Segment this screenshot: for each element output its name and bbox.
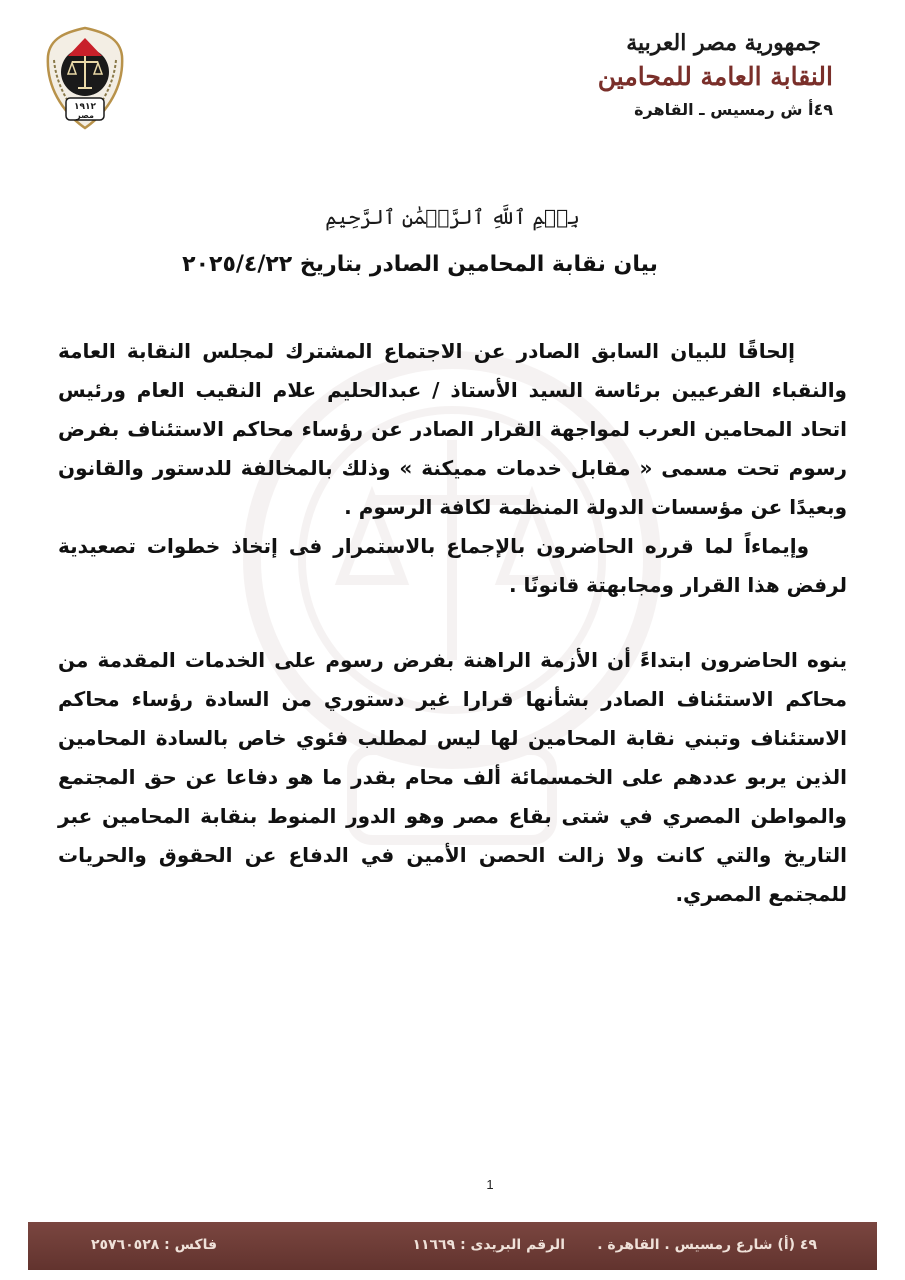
paragraph-1: إلحاقًا للبيان السابق الصادر عن الاجتماع المشترك لمجلس النقابة العامة والنقباء الفرعيين برئاسة السيد الأستاذ / عبدالحليم علام النقيب العام ورئيس اتحاد المحامين العرب لمواجهة القرار الصادر عن رؤساء محاكم الاستئناف بفرض رسوم تحت مسمى « مقابل خدمات مميكنة » وذلك بالمخالفة للدستور والقانون وبعيدًا عن مؤسسات الدولة المنظمة لكافة الرسوم .: [58, 339, 847, 519]
scales-of-justice-emblem-icon: [44, 26, 126, 130]
logo-country: مصر: [76, 111, 94, 120]
letterhead-address: ٤٩أ ش رمسيس ـ القاهرة: [634, 100, 833, 119]
page-number: 1: [486, 1177, 494, 1192]
statement-body: [58, 332, 847, 914]
footer-address: ٤٩ (أ) شارع رمسيس . القاهرة .: [597, 1237, 817, 1253]
footer-fax: فاكس : ٢٥٧٦٠٥٢٨: [90, 1237, 217, 1253]
letterhead-country: جمهورية مصر العربية: [626, 30, 821, 56]
paragraph-2: وإيماءاً لما قرره الحاضرون بالإجماع بالاستمرار فى إتخاذ خطوات تصعيدية لرفض هذا القرار ومجابهتة قانونًا .: [58, 534, 847, 597]
footer-postal-code: الرقم البريدى : ١١٦٦٩: [412, 1237, 565, 1253]
logo-year: ١٩١٢: [74, 102, 96, 112]
statement-title: بيان نقابة المحامين الصادر بتاريخ ٢٠٢٥/٤/٢٢: [182, 252, 658, 277]
paragraph-3: ينوه الحاضرون ابتداءً أن الأزمة الراهنة بفرض رسوم على الخدمات المقدمة من محاكم الاستئناف الصادر بشأنها قرارا غير دستوري من السادة رؤساء محاكم الاستئناف وتبني نقابة المحامين لها ليس لمطلب فئوي خاص بالسادة المحامين الذين يربو عددهم على الخمسمائة ألف محام بقدر ما هو دفاعا عن حق المجتمع والمواطن المصري في شتى بقاع مصر وهو الدور المنوط بنقابة المحامين عبر التاريخ والتي كانت ولا زالت الحصن الأمين في الدفاع عن الحقوق والحريات للمجتمع المصري.: [58, 648, 847, 906]
syndicate-logo: [44, 26, 126, 130]
letterhead-syndicate-name: النقابة العامة للمحامين: [597, 62, 833, 91]
letterhead: [503, 28, 833, 122]
basmala: بِسۡمِ ٱللَّهِ ٱلرَّحۡمَٰنِ ٱلرَّحِيمِ: [325, 205, 580, 229]
footer-band: [28, 1222, 877, 1270]
